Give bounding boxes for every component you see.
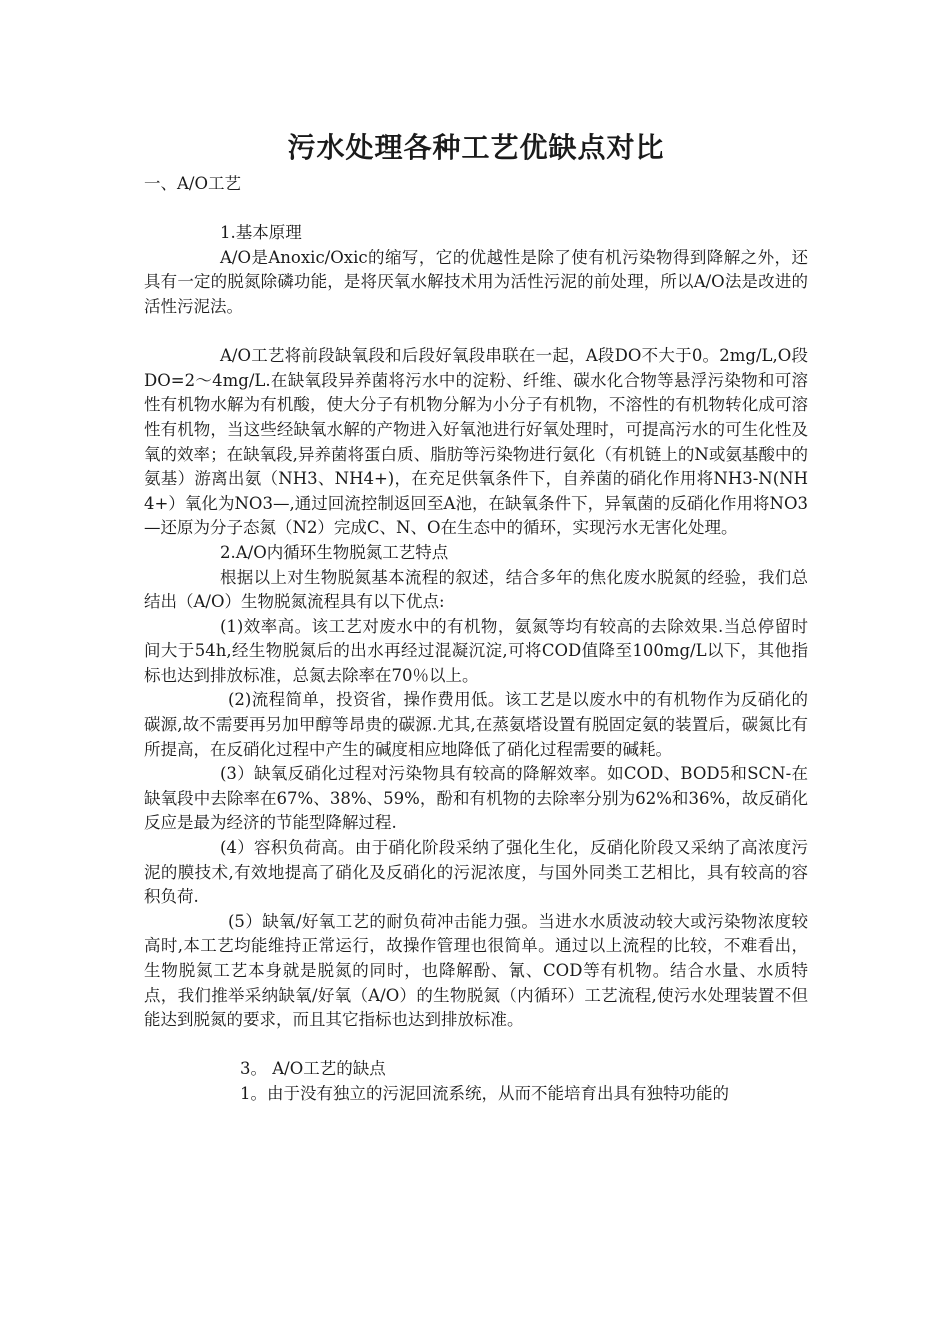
- paragraph: (5）缺氧/好氧工艺的耐负荷冲击能力强。当进水水质波动较大或污染物浓度较高时,本工艺均能维持正常运行，故操作管理也很简单。通过以上流程的比较，不难看出，生物脱氮工艺本身就是脱氮的同时，也降解酚、氰、COD等有机物。结合水量、水质特点，我们推举采纳缺氧/好氧（A/O）的生物脱氮（内循环）工艺流程,使污水处理装置不但能达到脱氮的要求，而且其它指标也达到排放标准。: [144, 911, 808, 1030]
- subsection-heading: 1.基本原理: [220, 223, 302, 243]
- subsection-heading: 2.A/O内循环生物脱氮工艺特点: [220, 542, 449, 562]
- section-heading: 一、A/O工艺: [144, 174, 242, 193]
- paragraph: (1)效率高。该工艺对废水中的有机物，氨氮等均有较高的去除效果.当总停留时间大于54h,经生物脱氮后的出水再经过混凝沉淀,可将COD值降至100mg/L以下，其他指标也达到排放标准，总氮去除率在70％以上。: [144, 616, 808, 685]
- blank-line: [144, 1033, 808, 1058]
- paragraph: 1。由于没有独立的污泥回流系统，从而不能培育出具有独特功能的: [240, 1083, 729, 1103]
- paragraph: A/O工艺将前段缺氧段和后段好氧段串联在一起，A段DO不大于0。2mg/L,O段DO=2～4mg/L.在缺氧段异养菌将污水中的淀粉、纤维、碳水化合物等悬浮污染物和可溶性有机物水解为有机酸，使大分子有机物分解为小分子有机物，不溶性的有机物转化成可溶性有机物，当这些经缺氧水解的产物进入好氧池进行好氧处理时，可提高污水的可生化性及氧的效率；在缺氧段,异养菌将蛋白质、脂肪等污染物进行氨化（有机链上的N或氨基酸中的氨基）游离出氨（NH3、NH4+)，在充足供氧条件下，自养菌的硝化作用将NH3-N(NH4+）氧化为NO3—,通过回流控制返回至A池，在缺氧条件下，异氧菌的反硝化作用将NO3—还原为分子态氮（N2）完成C、N、O在生态中的循环，实现污水无害化处理。: [144, 346, 808, 538]
- paragraph: A/O是Anoxic/Oxic的缩写，它的优越性是除了使有机污染物得到降解之外，还具有一定的脱氮除磷功能，是将厌氧水解技术用为活性污泥的前处理，所以A/O法是改进的活性污泥法。: [144, 247, 808, 316]
- blank-line: [144, 320, 808, 345]
- document-page: [144, 128, 808, 1107]
- blank-line: [144, 197, 808, 222]
- subsection-heading: 3。 A/O工艺的缺点: [240, 1059, 386, 1079]
- paragraph: (2)流程简单，投资省，操作费用低。该工艺是以废水中的有机物作为反硝化的碳源,故不需要再另加甲醇等昂贵的碳源.尤其,在蒸氨塔设置有脱固定氨的装置后，碳氮比有所提高，在反硝化过程中产生的碱度相应地降低了硝化过程需要的碱耗。: [144, 690, 808, 759]
- document-title: 污水处理各种工艺优缺点对比: [287, 131, 665, 164]
- paragraph: 根据以上对生物脱氮基本流程的叙述，结合多年的焦化废水脱氮的经验，我们总结出（A/O）生物脱氮流程具有以下优点:: [144, 567, 808, 612]
- paragraph: (3）缺氧反硝化过程对污染物具有较高的降解效率。如COD、BOD5和SCN-在缺氧段中去除率在67%、38%、59%，酚和有机物的去除率分别为62%和36%，故反硝化反应是最为经济的节能型降解过程.: [144, 764, 808, 833]
- paragraph: (4）容积负荷高。由于硝化阶段采纳了强化生化，反硝化阶段又采纳了高浓度污泥的膜技术,有效地提高了硝化及反硝化的污泥浓度，与国外同类工艺相比，具有较高的容积负荷.: [144, 838, 808, 907]
